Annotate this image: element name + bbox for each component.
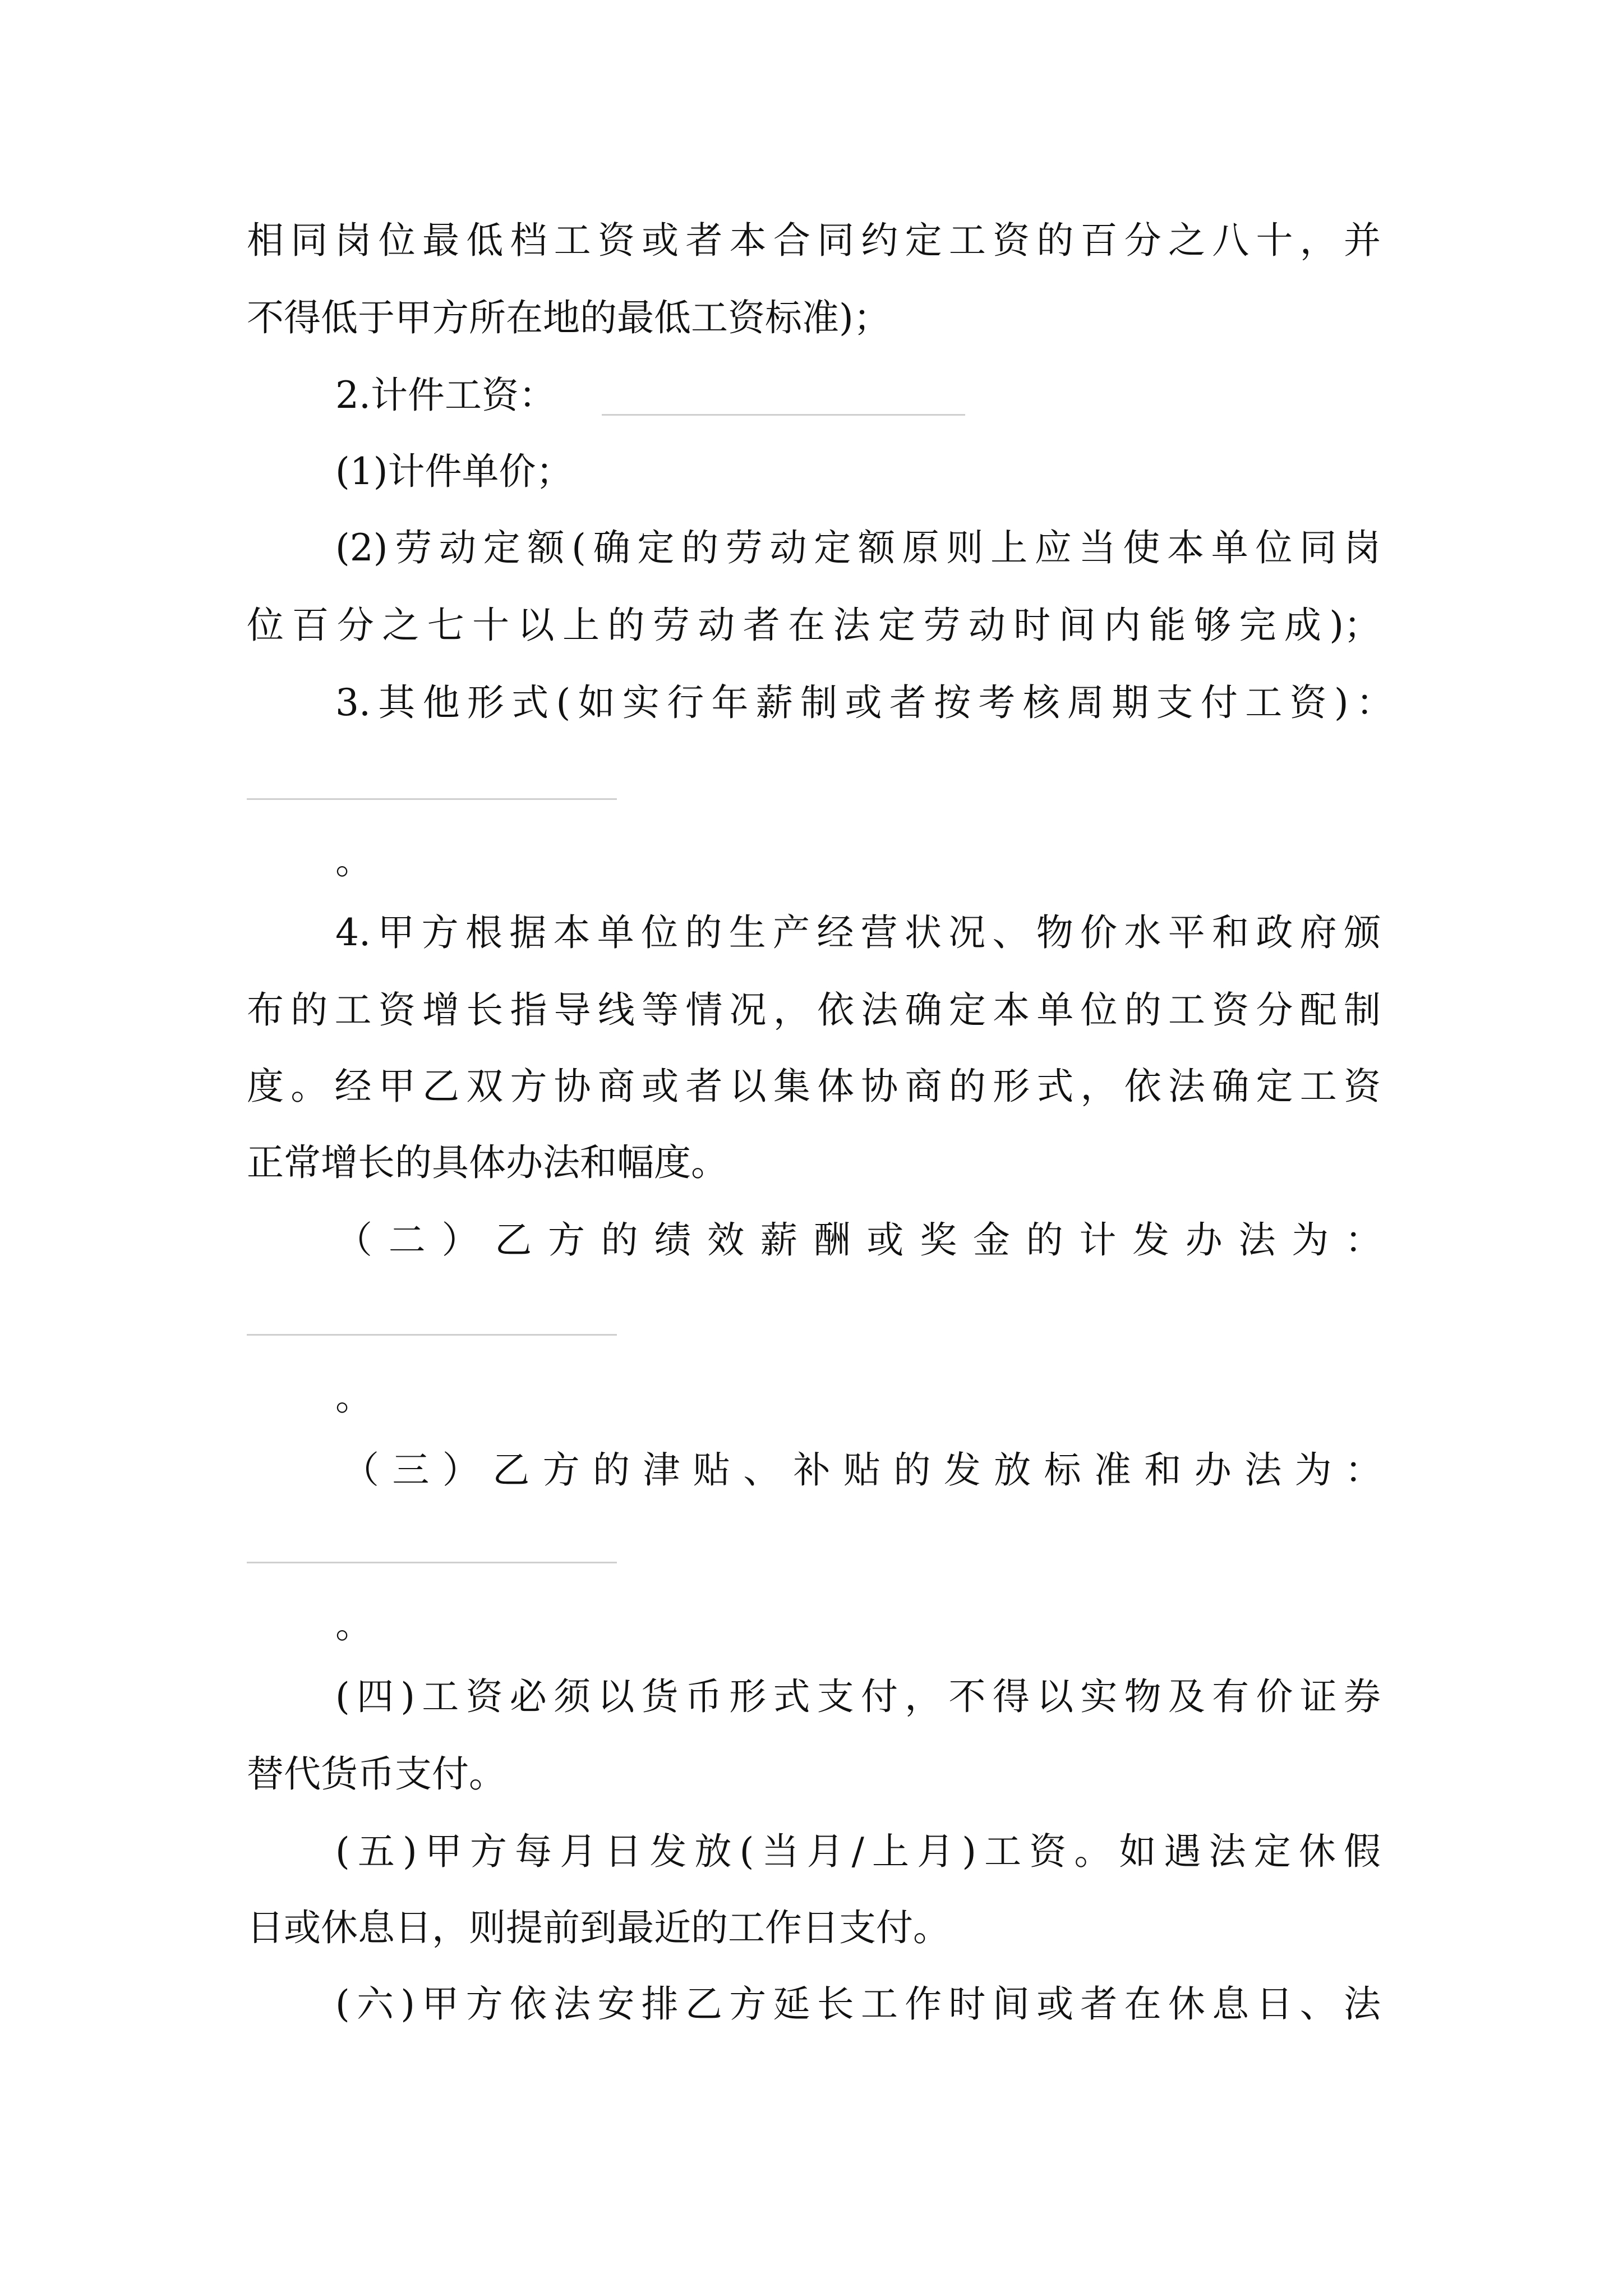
text-line: 。 (335, 1375, 372, 1419)
text-line: 4.甲方根据本单位的生产经营状况、物价水平和政府颁 (335, 911, 1381, 954)
text-line: 相同岗位最低档工资或者本合同约定工资的百分之八十，并 (247, 219, 1381, 262)
text-line: 位百分之七十以上的劳动者在法定劳动时间内能够完成)； (247, 604, 1381, 647)
text-line: 日或休息日，则提前到最近的工作日支付。 (247, 1906, 950, 1949)
text-line: (1)计件单价； (335, 450, 573, 493)
text-line: （二）乙方的绩效薪酬或奖金的计发办法为： (335, 1218, 1382, 1262)
text-line: 度。经甲乙双方协商或者以集体协商的形式，依法确定工资 (247, 1065, 1381, 1108)
fill-in-blank (602, 414, 965, 416)
text-line: (六)甲方依法安排乙方延长工作时间或者在休息日、法 (335, 1982, 1381, 2026)
text-line: (2)劳动定额(确定的劳动定额原则上应当使本单位同岗 (335, 526, 1381, 569)
fill-in-blank (247, 1334, 617, 1336)
text-line: (五)甲方每月日发放(当月/上月)工资。如遇法定休假 (335, 1830, 1381, 1873)
text-line: 3.其他形式(如实行年薪制或者按考核周期支付工资)： (335, 681, 1393, 724)
text-line: （三）乙方的津贴、补贴的发放标准和办法为： (342, 1448, 1382, 1492)
text-line: 。 (335, 1603, 372, 1646)
fill-in-blank (247, 798, 617, 800)
text-line: 不得低于甲方所在地的最低工资标准)； (247, 296, 891, 339)
text-line: (四)工资必须以货币形式支付，不得以实物及有价证券 (335, 1675, 1381, 1718)
text-line: 2.计件工资： (335, 374, 556, 417)
text-line: 正常增长的具体办法和幅度。 (247, 1141, 728, 1184)
text-line: 替代货币支付。 (247, 1752, 506, 1796)
text-line: 布的工资增长指导线等情况，依法确定本单位的工资分配制 (247, 988, 1381, 1032)
fill-in-blank (247, 1562, 617, 1563)
text-line: 。 (335, 839, 372, 882)
